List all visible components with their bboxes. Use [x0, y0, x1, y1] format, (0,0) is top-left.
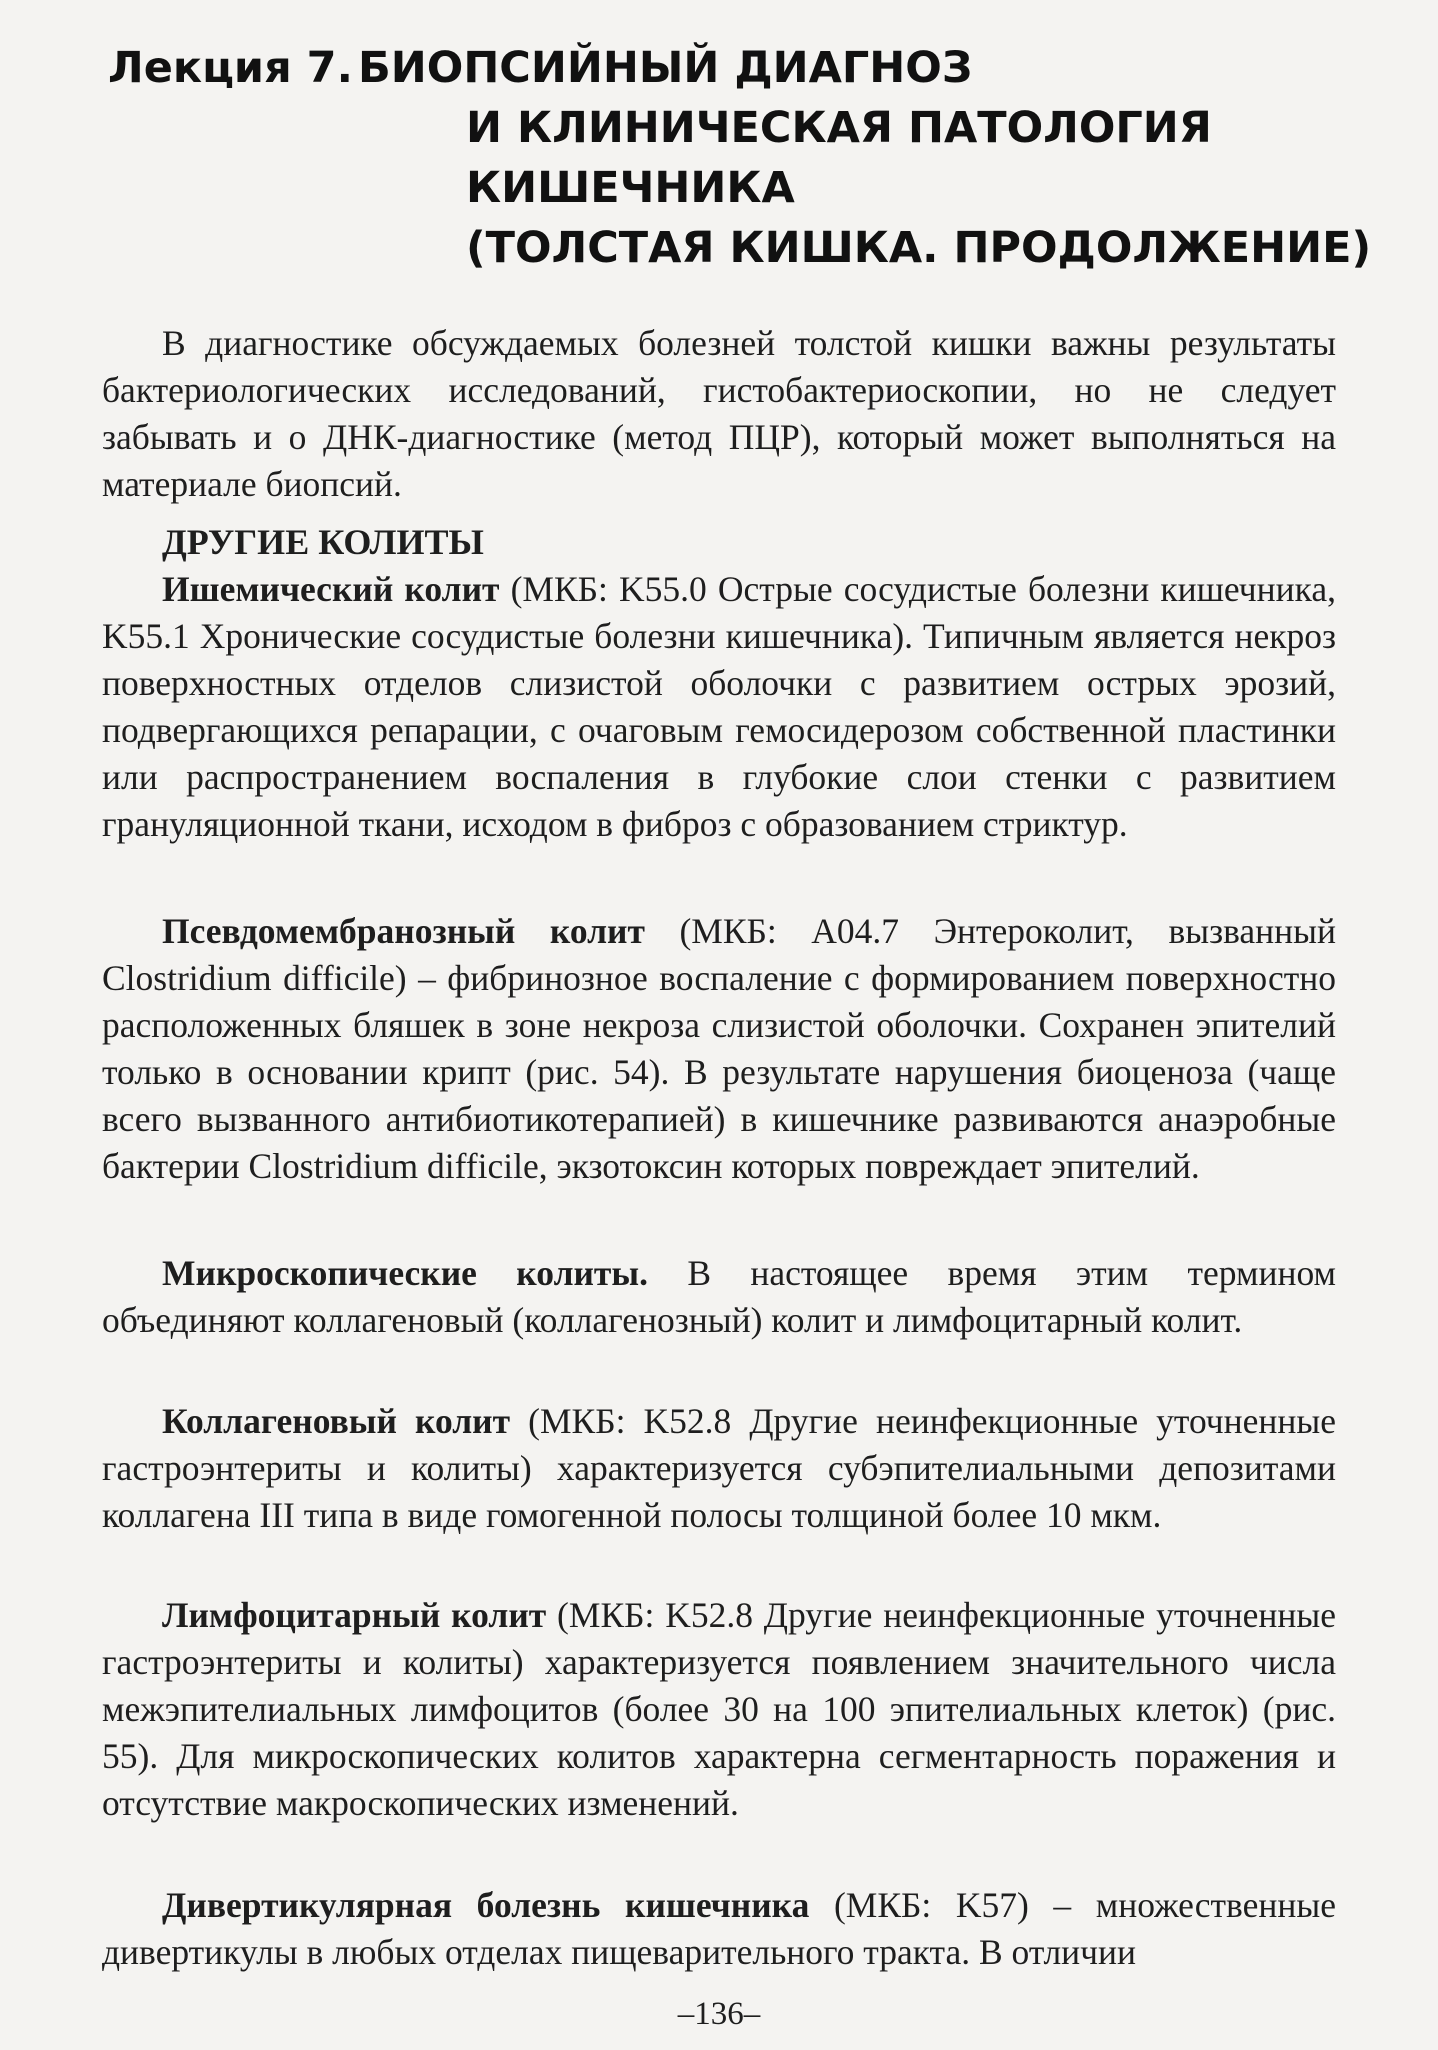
term-microscopic: Микроскопические колиты.: [162, 1253, 648, 1293]
lecture-title-line-1: БИОПСИЙНЫЙ ДИАГНОЗ: [358, 43, 973, 93]
lecture-title-line-3: (ТОЛСТАЯ КИШКА. ПРОДОЛЖЕНИЕ): [466, 223, 1372, 273]
text-diverticular: (МКБ: K57) – множественные дивертикулы в любых отделах пищеварительного тракта. В отличии: [102, 1885, 1336, 1972]
paragraph-microscopic: [102, 1250, 1336, 1344]
text-pseudomembranous: (МКБ: A04.7 Энтероколит, вызванный Clostridium difficile) – фибринозное воспаление с формированием поверхностно расположенных бляшек в зоне некроза слизистой оболочки. Сохранен эпителий только в основании крипт (рис. 54). В результате нарушения биоценоза (чаще всего вызванного антибиотикотерапией) в кишечнике развиваются анаэробные бактерии Clostridium difficile, экзотоксин которых повреждает эпителий.: [102, 911, 1336, 1186]
text-collagenous: (МКБ: K52.8 Другие неинфекционные уточненные гастроэнтериты и колиты) характеризуется субэпителиальными депозитами коллагена III типа в виде гомогенной полосы толщиной более 10 мкм.: [102, 1401, 1336, 1535]
text-microscopic: В настоящее время этим термином объединяют коллагеновый (коллагенозный) колит и лимфоцитарный колит.: [102, 1253, 1336, 1340]
lecture-title-line-2: И КЛИНИЧЕСКАЯ ПАТОЛОГИЯ КИШЕЧНИКА: [466, 103, 1212, 213]
paragraph-collagenous: [102, 1398, 1336, 1539]
intro-paragraph: В диагностике обсуждаемых болезней толстой кишки важны результаты бактериологических исследований, гистобактериоскопии, но не следует забывать и о ДНК-диагностике (метод ПЦР), который может выполняться на материале биопсий.: [102, 323, 1336, 504]
term-collagenous: Коллагеновый колит: [162, 1401, 511, 1441]
paragraph-pseudomembranous: [102, 908, 1336, 1190]
term-lymphocytic: Лимфоцитарный колит: [162, 1595, 547, 1635]
section-title: ДРУГИЕ КОЛИТЫ: [162, 522, 484, 562]
paragraph-lymphocytic: [102, 1592, 1336, 1827]
paragraph-diverticular: [102, 1882, 1336, 1976]
term-diverticular: Дивертикулярная болезнь кишечника: [162, 1885, 810, 1925]
term-ischemic: Ишемический колит: [162, 569, 500, 609]
lecture-heading: [108, 38, 1388, 278]
text-lymphocytic: (МКБ: K52.8 Другие неинфекционные уточненные гастроэнтериты и колиты) характеризуется появлением значительного числа межэпителиальных лимфоцитов (более 30 на 100 эпителиальных клеток) (рис. 55). Для микроскопических колитов характерна сегментарность поражения и отсутствие макроскопических изменений.: [102, 1595, 1336, 1823]
page-number: –136–: [677, 1996, 761, 2032]
term-pseudomembranous: Псевдомембранозный колит: [162, 911, 645, 951]
lecture-label: Лекция 7.: [108, 43, 353, 93]
paragraph-ischemic: [102, 566, 1336, 848]
text-ischemic: (МКБ: K55.0 Острые сосудистые болезни кишечника, K55.1 Хронические сосудистые болезни кишечника). Типичным является некроз поверхностных отделов слизистой оболочки с развитием острых эрозий, подвергающихся репарации, с очаговым гемосидерозом собственной пластинки или распространением воспаления в глубокие слои стенки с развитием грануляционной ткани, исходом в фиброз с образованием стриктур.: [102, 569, 1336, 844]
